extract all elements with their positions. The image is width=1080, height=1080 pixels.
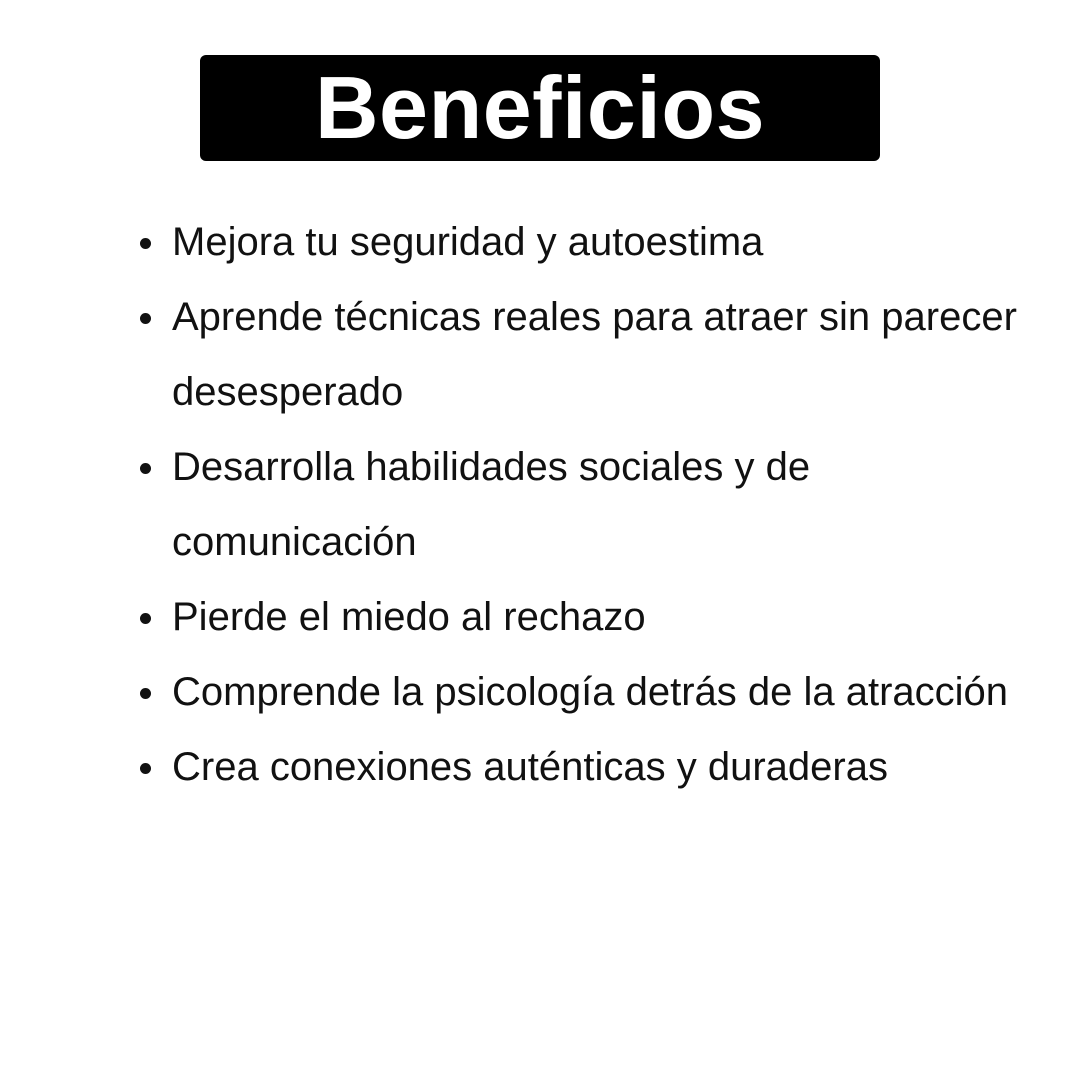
benefit-text: Mejora tu seguridad y autoestima xyxy=(172,220,764,264)
bullet-icon xyxy=(140,613,151,624)
title-banner xyxy=(200,55,880,161)
bullet-icon xyxy=(140,313,151,324)
list-item xyxy=(0,580,1080,655)
benefits-list xyxy=(0,205,1080,805)
bullet-icon xyxy=(140,238,151,249)
list-item xyxy=(0,430,1080,580)
list-item xyxy=(0,205,1080,280)
bullet-icon xyxy=(140,463,151,474)
list-item xyxy=(0,655,1080,730)
bullet-icon xyxy=(140,763,151,774)
page-title: Beneficios xyxy=(314,58,766,157)
benefit-text: Desarrolla habilidades sociales y de comunicación xyxy=(172,445,811,564)
benefit-text: Aprende técnicas reales para atraer sin parecer desesperado xyxy=(172,295,1017,414)
list-item xyxy=(0,730,1080,805)
list-item xyxy=(0,280,1080,430)
benefit-text: Comprende la psicología detrás de la atracción xyxy=(172,670,1009,714)
benefit-text: Pierde el miedo al rechazo xyxy=(172,595,646,639)
benefit-text: Crea conexiones auténticas y duraderas xyxy=(172,745,888,789)
bullet-icon xyxy=(140,688,151,699)
